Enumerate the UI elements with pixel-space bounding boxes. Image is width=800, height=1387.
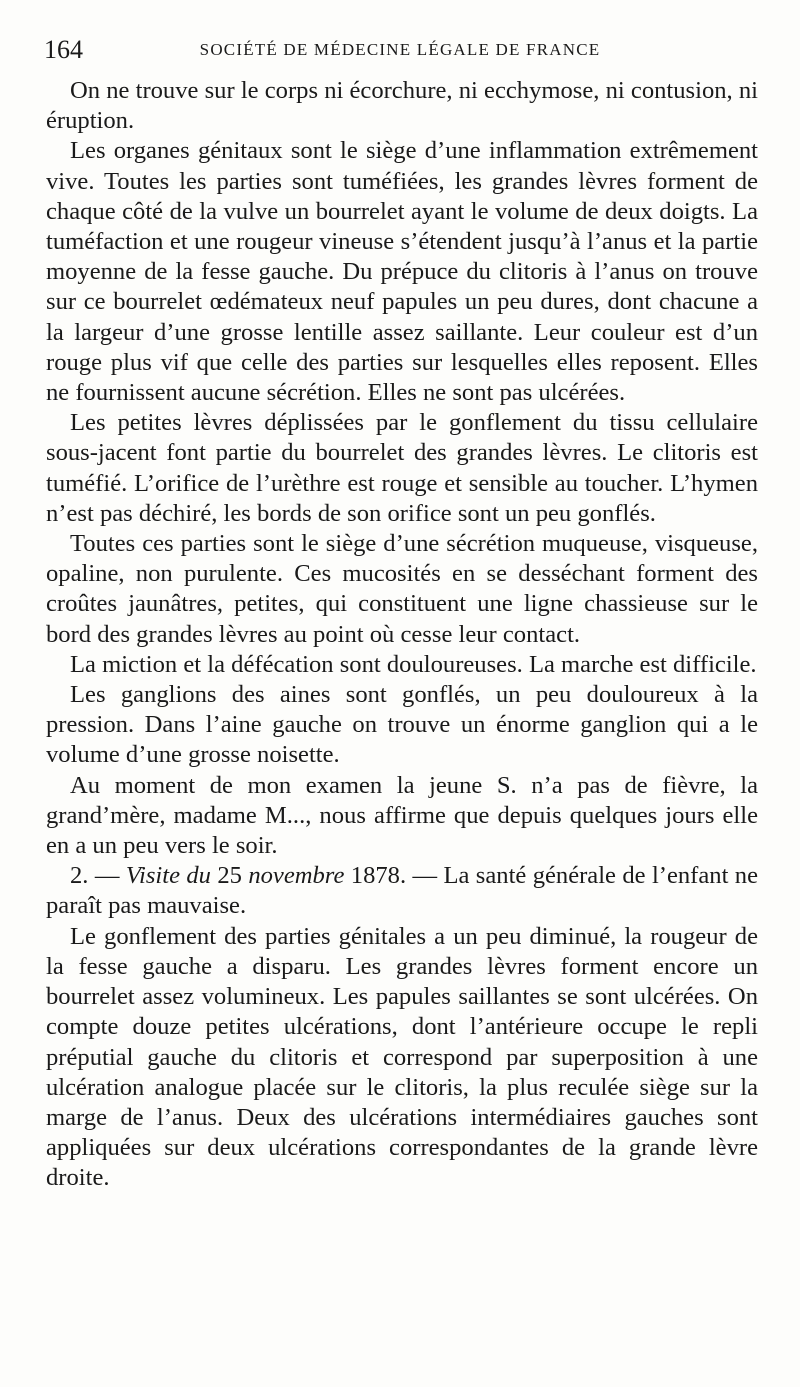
visit-date-month: novembre <box>248 862 345 890</box>
paragraph: Le gonflement des parties génitales a un peu diminué, la rougeur de la fesse gauche a disparu. Les grandes lèvres forment encore un bourrelet assez volumineux. Les papules saillantes se sont ulcérées. On compte douze petites ulcérations, dont l’antérieure occupe le repli préputial gauche du clitoris et correspond par superposition à une ulcération analogue placée sur le clitoris, la plus reculée siège sur la marge de l’anus. Deux des ulcérations intermédiaires gauches sont appliquées sur deux ulcérations correspondantes de la grande lèvre droite. <box>46 922 758 1192</box>
paragraph: Au moment de mon examen la jeune S. n’a pas de fièvre, la grand’mère, madame M..., nous affirme que depuis quelques jours elle en a un peu vers le soir. <box>46 771 758 860</box>
visit-date-day: 25 <box>210 862 249 890</box>
visit-paragraph <box>46 861 758 921</box>
body-text <box>46 76 758 1194</box>
paragraph: Toutes ces parties sont le siège d’une sécrétion muqueuse, visqueuse, opaline, non purulente. Ces mucosités en se desséchant forment des croûtes jaunâtres, petites, qui constituent une ligne chassieuse sur le bord des grandes lèvres au point où cesse leur contact. <box>46 530 758 648</box>
paragraph: Les petites lèvres déplissées par le gonflement du tissu cellulaire sous-jacent font partie du bourrelet des grandes lèvres. Le clitoris est tuméfié. L’orifice de l’urèthre est rouge et sensible au toucher. L’hymen n’est pas déchiré, les bords de son orifice sont un peu gonflés. <box>46 409 758 527</box>
paragraph: On ne trouve sur le corps ni écorchure, ni ecchymose, ni contusion, ni éruption. <box>46 77 758 135</box>
visit-heading: Visite du <box>125 862 211 890</box>
paragraph: Les ganglions des aines sont gonflés, un peu douloureux à la pression. Dans l’aine gauche on trouve un énorme ganglion qui a le volume d’une grosse noisette. <box>46 681 758 769</box>
page-header <box>44 34 756 66</box>
page-number: 164 <box>44 35 83 64</box>
running-head: SOCIÉTÉ DE MÉDECINE LÉGALE DE FRANCE <box>199 40 601 59</box>
paragraph: Les organes génitaux sont le siège d’une inflammation extrêmement vive. Toutes les parties sont tuméfiées, les grandes lèvres forment de chaque côté de la vulve un bourrelet ayant le volume de deux doigts. La tuméfaction et une rougeur vineuse s’étendent jusqu’à l’anus et la partie moyenne de la fesse gauche. Du prépuce du clitoris à l’anus on trouve sur ce bourrelet œdémateux neuf papules un peu dures, dont chacune a la largeur d’une grosse lentille assez saillante. Leur couleur est d’un rouge plus vif que celle des parties sur lesquelles elles reposent. Elles ne fournissent aucune sécrétion. Elles ne sont pas ulcérées. <box>46 137 758 407</box>
paragraph: La miction et la défécation sont douloureuses. La marche est difficile. <box>70 650 757 678</box>
visit-date-year: 1878. <box>344 862 407 890</box>
visit-number: 2. — <box>70 862 126 890</box>
visit-text: — La santé générale de l’enfant ne paraît pas mauvaise. <box>46 862 759 920</box>
